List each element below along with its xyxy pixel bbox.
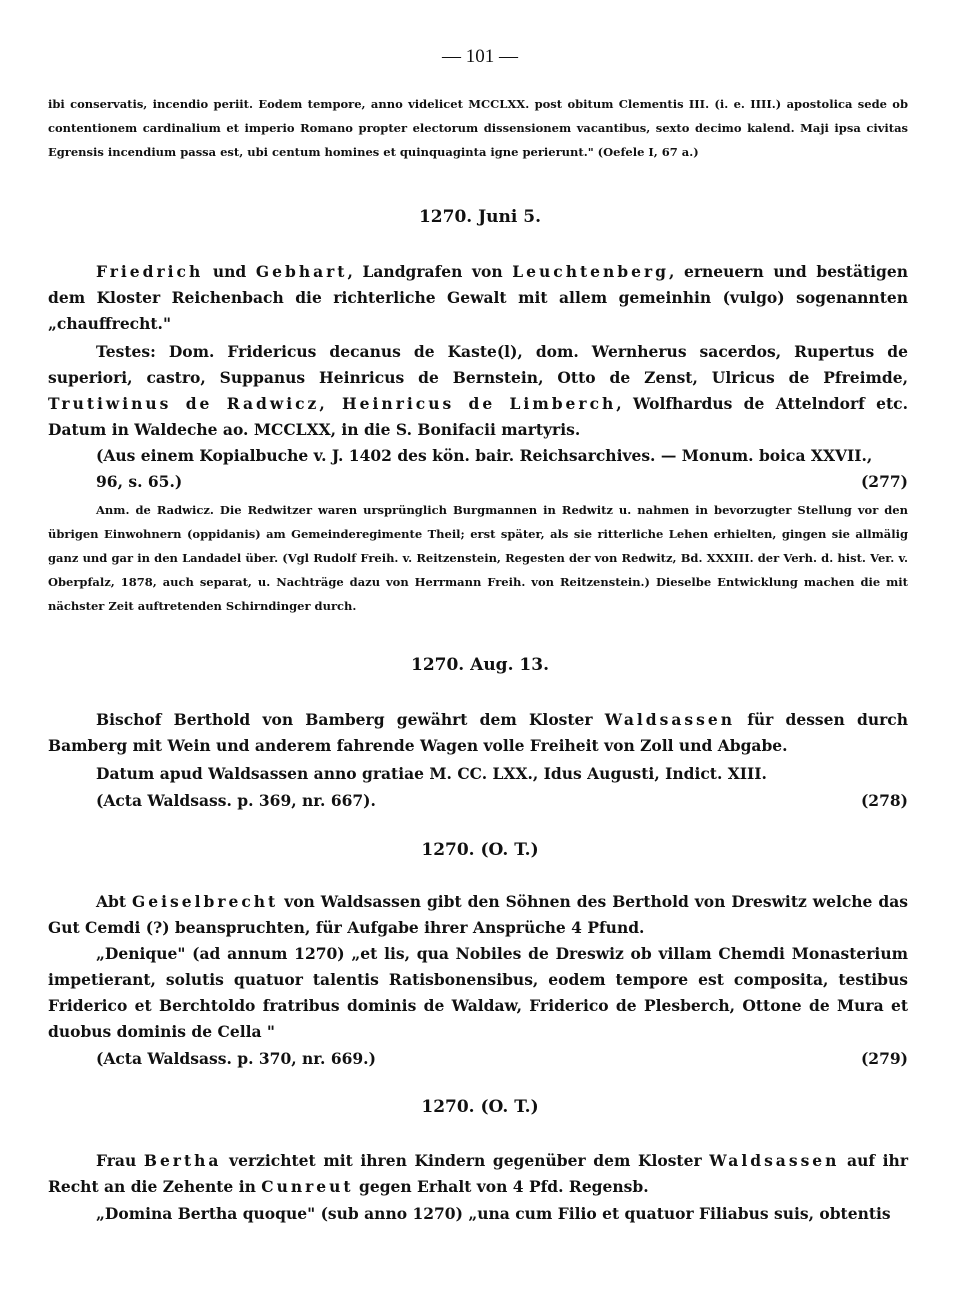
- entry-heading-278: 1270. Aug. 13.: [410, 655, 549, 675]
- name-waldsassen-2: Waldsassen: [709, 1151, 840, 1170]
- name-waldsassen: Waldsassen: [604, 710, 735, 729]
- name-friedrich: Friedrich: [96, 262, 204, 281]
- entry-source-row-277: [48, 469, 908, 495]
- entry-quote-280: „Domina Bertha quoque" (sub anno 1270) „una cum Filio et quatuor Filiabus suis, obtentis: [96, 1204, 891, 1223]
- name-cunreut: Cunreut: [261, 1177, 354, 1196]
- entry-note-277: Anm. de Radwicz. Die Redwitzer waren ursprünglich Burgmannen in Redwitz u. nahmen in bevorzugter Stellung vor den übrigen Einwohnern (oppidanis) am Gemeinderegimente Theil; erst später, als sie ritterliche Lehen erhielten, gingen sie allmälig ganz und gar in den Landadel über. (Vgl Rudolf Freih. v. Reitzenstein, Regesten der von Redwitz, Bd. XXXIII. der Verh. d. hist. Ver. v. Oberpfalz, 1878, auch separat, u. Nachträge dazu von Herrmann Freih. von Reitzenstein.) Dieselbe Entwicklung machen die mit nächster Zeit auftretenden Schirndinger durch.: [48, 503, 908, 613]
- entry-text-280: Frau Bertha verzichtet mit ihren Kindern gegenüber dem Kloster Waldsassen auf ihr Recht an die Zehente in Cunreut gegen Erhalt von 4 Pfd. Regensb.: [48, 1151, 908, 1196]
- entry-testes-277: Testes: Dom. Fridericus decanus de Kaste(l), dom. Wernherus sacerdos, Rupertus de superiori, castro, Suppanus Heinricus de Bernstein, Otto de Zenst, Ulricus de Pfreimde, Trutiwinus de Radwicz, Heinricus de Limberch, Wolfhardus de Attelndorf etc. Datum in Waldeche ao. MCCLXX, in die S. Bonifacii martyris.: [48, 342, 908, 439]
- name-gebhart: Gebhart: [255, 262, 348, 281]
- entry-source-cont-277: 96, s. 65.): [96, 472, 183, 491]
- entry-source-279: (Acta Waldsass. p. 370, nr. 669.): [96, 1049, 376, 1068]
- entry-source-row-279: [48, 1046, 908, 1072]
- name-leuchtenberg: Leuchtenberg: [512, 262, 669, 281]
- entry-heading-279: 1270. (O. T.): [421, 840, 539, 860]
- name-bertha: Bertha: [143, 1151, 222, 1170]
- entry-heading-277: 1270. Juni 5.: [418, 207, 542, 227]
- entry-text-277: Friedrich und Gebhart, Landgrafen von Leuchtenberg, erneuern und bestätigen dem Kloster Reichenbach die richterliche Gewalt mit allem gemeinhin (vulgo) sogenannten „chauffrecht.": [48, 262, 909, 333]
- entry-number-279: (279): [860, 1049, 908, 1068]
- entry-text-279: Abt Geiselbrecht von Waldsassen gibt den Söhnen des Berthold von Dreswitz welche das Gut Cemdi (?) beanspruchten, für Aufgabe ihrer Ansprüche 4 Pfund.: [48, 892, 909, 937]
- entry-text-278: Bischof Berthold von Bamberg gewährt dem Kloster Waldsassen für dessen durch Bamberg mit Wein und anderem fahrende Wagen volle Freiheit von Zoll und Abgabe.: [48, 710, 908, 755]
- entry-quote-279: „Denique" (ad annum 1270) „et lis, qua Nobiles de Dreswiz ob villam Chemdi Monasterium impetierant, solutis quatuor talentis Ratisbonensibus, eodem tempore est composita, testibus Friderico et Berchtoldo fratribus dominis de Waldaw, Friderico de Plesberch, Ottone de Mura et duobus dominis de Cella ": [48, 944, 908, 1041]
- entry-source-row-278: [48, 788, 908, 814]
- entry-source-278: (Acta Waldsass. p. 369, nr. 667).: [96, 791, 376, 810]
- entry-heading-280: 1270. (O. T.): [421, 1097, 539, 1117]
- entry-source-277: (Aus einem Kopialbuche v. J. 1402 des kön. bair. Reichsarchives. — Monum. boica XXVII.,: [96, 446, 873, 465]
- page-number: — 101 —: [442, 46, 518, 67]
- intro-paragraph: ibi conservatis, incendio periit. Eodem tempore, anno videlicet MCCLXX. post obitum Clementis III. (i. e. IIII.) apostolica sede ob contentionem cardinalium et imperio Romano propter electorum dissensionem vacantibus, sexto decimo kalend. Maji ipsa civitas Egrensis incendium passa est, ubi centum homines et quinquaginta igne perierunt." (Oefele I, 67 a.): [48, 97, 908, 159]
- entry-datum-278: Datum apud Waldsassen anno gratiae M. CC. LXX., Idus Augusti, Indict. XIII.: [96, 764, 767, 783]
- entry-number-277: (277): [860, 472, 908, 491]
- name-geiselbrecht: Geiselbrecht: [132, 892, 279, 911]
- entry-number-278: (278): [860, 791, 908, 810]
